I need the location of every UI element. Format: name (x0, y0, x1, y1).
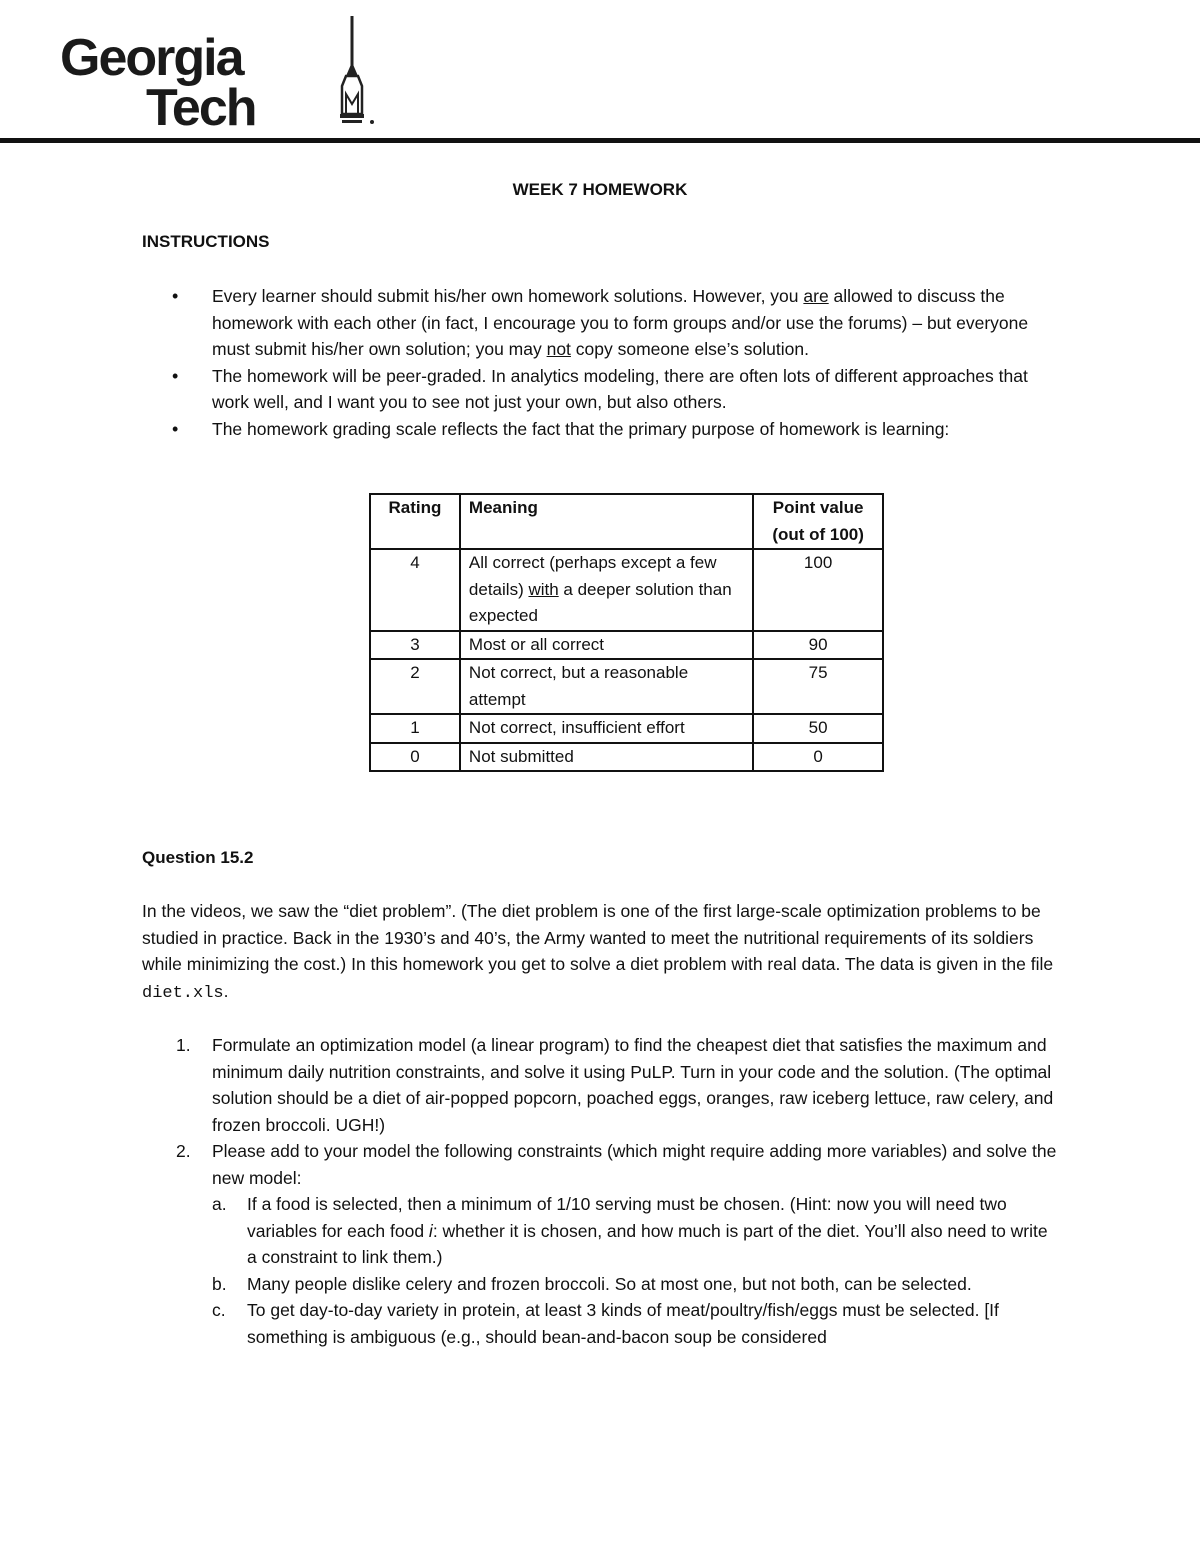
header-point-value: Point value (out of 100) (753, 494, 883, 549)
question-intro: In the videos, we saw the “diet problem”. (The diet problem is one of the first large-scale optimization problems to be studied in practice. Back in the 1930’s and 40’s, the Army wanted to meet the nutritional requirements of its soldiers while minimizing the cost.) In this homework you get to solve a diet problem with real data. The data is given in the file diet.xls. (142, 901, 1054, 1003)
underlined-not: not (546, 339, 571, 359)
question-steps (142, 1032, 1062, 1350)
underlined-are: are (803, 286, 829, 306)
header-rating: Rating (370, 494, 460, 549)
question-heading: Question 15.2 (142, 848, 254, 867)
header-rule (0, 138, 1200, 143)
table-row: 2 Not correct, but a reasonable attempt 75 (370, 659, 883, 714)
table-row: 4 All correct (perhaps except a few details) with a deeper solution than expected 100 (370, 549, 883, 631)
table-row: 1 Not correct, insufficient effort 50 (370, 714, 883, 743)
sub-list (212, 1191, 1062, 1350)
tech-tower-icon (328, 14, 384, 132)
filename: diet.xls (142, 983, 224, 1003)
list-item: 1. Formulate an optimization model (a linear program) to find the cheapest diet that satisfies the maximum and minimum daily nutrition constraints, and solve it using PuLP. Turn in your code and the solution. (The optimal solution should be a diet of air-popped popcorn, poached eggs, oranges, raw iceberg lettuce, raw celery, and frozen broccoli. UGH!) (176, 1035, 1054, 1135)
instructions-list (142, 283, 1062, 442)
sub-list-item: b. Many people dislike celery and frozen broccoli. So at most one, but not both, can be selected. (212, 1273, 972, 1294)
table-row: 3 Most or all correct 90 (370, 631, 883, 660)
logo-word-georgia: Georgia (60, 29, 243, 87)
header-meaning: Meaning (460, 494, 753, 549)
instruction-item: • The homework grading scale reflects the fact that the primary purpose of homework is learning: (142, 416, 1062, 443)
sub-list-item: c. To get day-to-day variety in protein, at least 3 kinds of meat/poultry/fish/eggs must be selected. [If something is ambiguous (e.g., should bean-and-bacon soup be considered (212, 1300, 999, 1347)
document-title: WEEK 7 HOMEWORK (512, 180, 688, 199)
table-header-row (370, 494, 883, 549)
grading-scale-table (369, 493, 884, 772)
sub-list-item: a. If a food is selected, then a minimum of 1/10 serving must be chosen. (Hint: now you will need two variables for each food i: whether it is chosen, and how much is part of the diet. You’ll also need to write a constraint to link them.) (212, 1194, 1048, 1267)
instruction-item: • The homework will be peer-graded. In analytics modeling, there are often lots of different approaches that work well, and I want you to see not just your own, but also others. (142, 363, 1062, 416)
instruction-item: • Every learner should submit his/her own homework solutions. However, you are allowed to discuss the homework with each other (in fact, I encourage you to form groups and/or use the forums) – but everyone must submit his/her own solution; you may not copy someone else’s solution. (142, 283, 1062, 363)
logo-word-tech: Tech (146, 79, 256, 137)
table-row: 0 Not submitted 0 (370, 743, 883, 772)
georgia-tech-logo (60, 14, 330, 137)
instructions-heading: INSTRUCTIONS (142, 232, 270, 251)
list-item: 2. Please add to your model the following constraints (which might require adding more variables) and solve the new model: a. If a food is selected, then a minimum of 1/10 serving must be chosen. (Hint: now you will need two variables for each food i: whether it is chosen, and how much is part of the diet. You’ll also need to write a constraint to link them.) b. Many people dislike celery and frozen broccoli. So at most one, but not both, can be selected. c. To get day-to-day variety in protein, at least 3 kinds of meat/poultry/fish/eggs must be selected. [If something is ambiguous (e.g., should bean-and-bacon soup be considered (142, 1138, 1062, 1350)
